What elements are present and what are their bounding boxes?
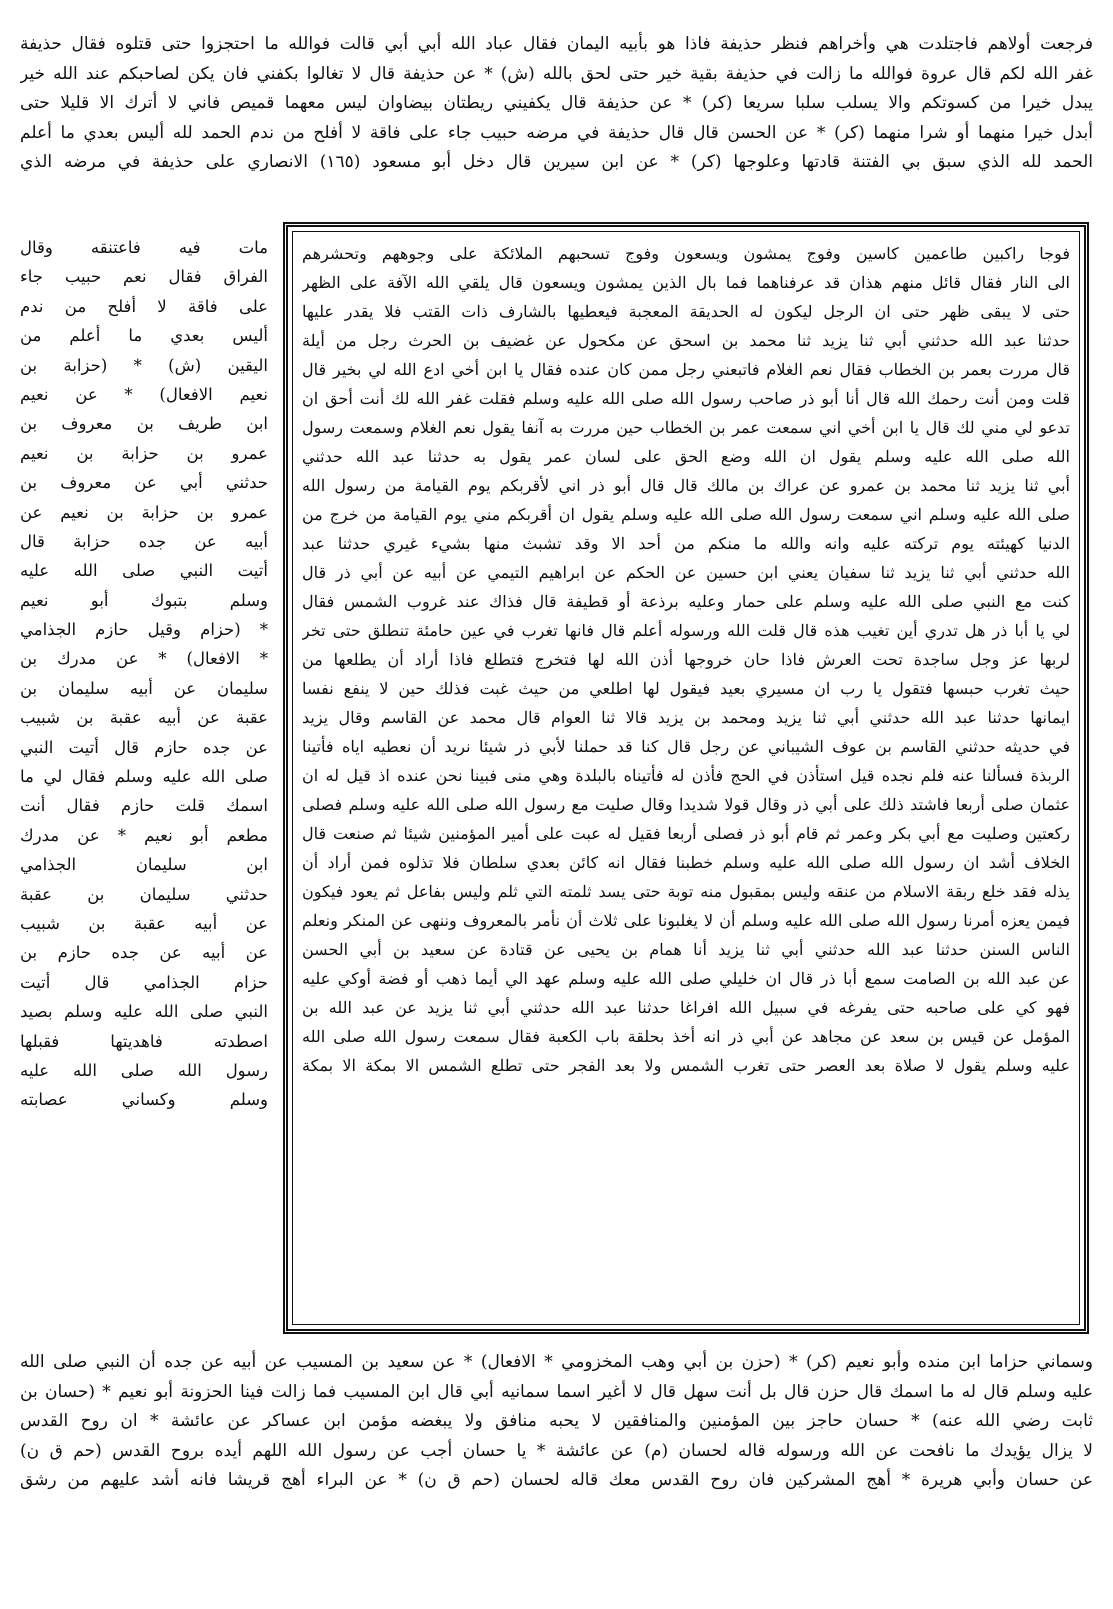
box-line: كنت مع النبي صلى الله عليه وسلم على حمار وعليه برذعة أو قطيفة قال فذاك عند غروب الشمس فقال (302, 592, 1070, 611)
box-line: عثمان صلى أربعا فاشتد ذلك على أبي ذر وقال قولا شديدا وقال صليت مع رسول الله صلى الله عليه وسلم فصلى (302, 795, 1070, 814)
margin-line: مطعم أبو نعيم * عن مدرك (20, 825, 268, 845)
box-line: عليه وسلم يقول لا صلاة بعد العصر حتى تغرب الشمس ولا بعد الفجر حتى تطلع الشمس الا بمكة الا بمكة (302, 1056, 1070, 1075)
margin-line: اسمك قلت حازم فقال أنت (20, 796, 268, 816)
box-line: الله صلى الله عليه وسلم يقول ان الله وضع الحق على لسان عمر يقول به حدثنا عبد الله حدثني (302, 447, 1070, 466)
box-line: عن عبد الله بن الصامت سمع أبا ذر قال ان خليلي صلى الله عليه وسلم عهد الي أيما ذهب أو فضة أوكي عليه (302, 969, 1070, 988)
box-line: الناس السنن حدثنا عبد الله حدثني أبي ثنا يزيد أنا همام بن يحيى عن قتادة عن سعيد بن أبي الحسن (302, 940, 1070, 959)
text-line: غفر الله لكم قال عروة فوالله ما زالت في حذيفة بقية خير حتى لحق بالله (ش) * عن حذيفة قال لا تغالوا بكفني فان يكن لصاحبكم عند الله خير (20, 63, 1093, 84)
box-line: ركعتين وصليت مع أبي بكر وعمر ثم قام أبو ذر فصلى أربعا فقيل له عبت على أمير المؤمنين شيئا ثم صنعت قال (302, 824, 1070, 843)
margin-line: اصطدته فاهديتها فقبلها (20, 1031, 268, 1051)
box-line: قلت ومن أنت رحمك الله قال أنا أبو ذر صاحب رسول الله صلى الله عليه وسلم فقلت غفر الله لك أنت أحق ان (302, 389, 1070, 408)
box-line: حيث تغرب حبسها فتقول يا رب ان مسيري بعيد فيقول لها اطلعي من حيث غبت فذلك حين لا ينفع نفسا (302, 679, 1070, 698)
box-line: فهو كي على صاحبه حتى يفرغه في سبيل الله افراغا حدثنا عبد الله حدثني أبي ثنا يزيد عن عبد الله بن (302, 998, 1070, 1017)
text-line: لا يزال يؤيدك ما نافحت عن الله ورسوله قاله لحسان (م) عن عائشة * يا حسان أجب عن رسول الله اللهم أيده بروح القدس (حم ق ن) (20, 1440, 1093, 1461)
text-line: عليه وسلم قال له ما اسمك قال حزن قال بل أنت سهل قال لا أغير اسما سمانيه أبي قال ابن المسيب فما زالت فينا الحزونة أبو نعيم * (حسان بن (20, 1381, 1093, 1402)
box-line: المؤمل عن قيس بن سعد عن مجاهد عن أبي ذر انه أخذ بحلقة باب الكعبة فقال سمعت رسول الله صلى الله (302, 1027, 1070, 1046)
margin-line: مات فيه فاعتنقه وقال (20, 238, 268, 257)
box-line: قال مررت بعمر بن الخطاب فقال نعم الغلام فاتبعني رجل ممن كان عنده فقال يا ابن أخي ادع الله لي بخير قال (302, 360, 1070, 379)
text-line: أبدل خيرا منهما أو شرا منهما (كر) * عن الحسن قال قال حذيفة في مرضه حبيب جاء على فاقة لا أفلح من ندم الحمد لله أليس بعدي ما أعلم (20, 122, 1093, 143)
margin-line: اليقين (ش) * (حزابة بن (20, 355, 268, 375)
margin-line: ابن سليمان الجذامي (20, 855, 268, 875)
framed-text-box (283, 222, 1089, 1334)
margin-line: حزام الجذامي قال أتيت (20, 972, 268, 992)
margin-line: عن أبيه عقبة بن شبيب (20, 913, 268, 933)
margin-line: على فاقة لا أفلح من ندم (20, 296, 268, 316)
margin-line: عمرو بن حزابة بن نعيم (20, 443, 268, 463)
margin-line: رسول الله صلى الله عليه (20, 1060, 268, 1080)
box-line: الله حدثني أبي ثنا يزيد ثنا سفيان يعني ابن حسين عن الحكم عن ابراهيم التيمي عن أبيه عن أبي ذر قال (302, 563, 1070, 582)
box-line: الى النار فقال قائل منهم هذان قد عرفناهما فما بال الذين يمشون ويسعون قال يلقي الله الآفة على الظهر (302, 273, 1070, 292)
box-line: فيمن يعزه أمرنا رسول الله صلى الله عليه وسلم أن لا يغلبونا على ثلاث أن نأمر بالمعروف وننهى عن المنكر ونعلم (302, 911, 1070, 930)
margin-line: عقبة عن أبيه عقبة بن شبيب (20, 708, 268, 728)
text-line: عن حسان وأبي هريرة * أهج المشركين فان روح القدس معك قاله لحسان (حم ق ن) * عن البراء أهج قريشا فانه أشد عليهم من رشق (20, 1470, 1093, 1490)
margin-column (20, 233, 268, 1115)
top-text-block (20, 30, 1093, 178)
margin-line: نعيم الافعال) * عن نعيم (20, 384, 268, 404)
margin-line: الفراق فقال نعم حبيب جاء (20, 267, 268, 287)
margin-line: عن جده حازم قال أتيت النبي (20, 737, 268, 757)
margin-line: حدثني سليمان بن عقبة (20, 884, 268, 904)
box-line: تدعو لي مني لك قال يا ابن أخي اني سمعت عمر بن الخطاب حين مررت به آنفا يقول نعم الغلام وسمعت رسول (302, 418, 1070, 437)
box-line: أبي ثنا يزيد ثنا محمد بن عمرو عن عراك بن مالك قال قال أبو ذر اني لأقربكم يوم القيامة من رسول الله (302, 476, 1070, 495)
margin-line: عمرو بن حزابة بن نعيم عن (20, 502, 268, 522)
box-line: الخلاف أشد ان رسول الله صلى الله عليه وسلم خطبنا فقال انه كائن بعدي سلطان فلا تذلوه فمن أراد أن (302, 853, 1070, 872)
box-line: صلى الله عليه وسلم اني سمعت رسول الله صلى الله عليه وسلم يقول ان أقربكم مني يوم القيامة من خرج من (302, 505, 1070, 524)
margin-line: حدثني أبي عن معروف بن (20, 473, 268, 493)
margin-line: النبي صلى الله عليه وسلم بصيد (20, 1002, 268, 1022)
box-line: ايمانها حدثنا عبد الله حدثني أبي ثنا يزيد ومحمد بن يزيد قالا ثنا العوام قال محمد عن القاسم وقال يزيد (302, 708, 1070, 727)
margin-line: وسلم بتبوك أبو نعيم (20, 590, 268, 610)
text-line: وسماني حزاما ابن منده وأبو نعيم (كر) * (حزن بن أبي وهب المخزومي * الافعال) * عن سعيد بن المسيب عن أبيه عن جده أن النبي صلى الله (20, 1352, 1093, 1372)
margin-line: أتيت النبي صلى الله عليه (20, 561, 268, 581)
box-line: لربها عز وجل ساجدة تحت العرش فاذا حان خروجها أذن الله لها فتخرج فتطلع فاذا أراد أن يطلعها من (302, 650, 1070, 669)
margin-line: أليس بعدي ما أعلم من (20, 326, 268, 346)
box-line: حتى لا يبقى ظهر حتى ان الرجل ليكون له الحديقة المعجبة فيعطيها بالشارف ذات القتب فلا يقدر عليها (302, 302, 1070, 321)
box-line: لي يا أبا ذر هل تدري أين تغيب هذه قال قلت الله ورسوله أعلم قال فانها تغرب في عين حامئة تنطلق حتى تخر (302, 621, 1070, 640)
box-line: يذله فقد خلع ربقة الاسلام من عنقه وليس بمقبول منه توبة حتى يسد ثلمته التي ثلم وليس بفاعل ثم يعود فيكون (302, 882, 1070, 901)
text-line: الحمد لله الذي سبق بي الفتنة قادتها وعلوجها (كر) * عن ابن سيرين قال دخل أبو مسعود (١٦٥) الانصاري على حذيفة في مرضه الذي (20, 152, 1093, 172)
margin-line: سليمان عن أبيه سليمان بن (20, 678, 268, 698)
box-line: فوجا راكبين طاعمين كاسين وفوج يمشون ويسعون وفوج تسحبهم الملائكة على وجوههم وتحشرهم (302, 244, 1070, 263)
text-line: ثابت رضي الله عنه) * حسان حاجز بين المؤمنين والمنافقين لا يحبه منافق ولا يبغضه مؤمن ابن عساكر عن عائشة * ان روح القدس (20, 1411, 1093, 1431)
margin-line: عن أبيه عن جده حازم بن (20, 943, 268, 963)
box-line: حدثنا عبد الله حدثني أبي ثنا يزيد ثنا محمد بن اسحق عن مكحول عن غضيف بن الحرث رجل من أيلة (302, 331, 1070, 350)
margin-line: * الافعال) * عن مدرك بن (20, 649, 268, 669)
margin-line: وسلم وكساني عصابته (20, 1090, 268, 1110)
text-line: فرجعت أولاهم فاجتلدت هي وأخراهم فنظر حذيفة فاذا هو بأبيه اليمان فقال عباد الله أبي أبي قالت فوالله ما احتجزوا حتى قتلوه فقال حذيفة (20, 34, 1093, 54)
margin-line: صلى الله عليه وسلم فقال لي ما (20, 767, 268, 787)
text-line: يبدل خيرا من كسوتكم والا يسلب سلبا سريعا (كر) * عن حذيفة قال يكفيني ريطتان بيضاوان ليس معهما قميص فاني لا أترك الا قليلا حتى (20, 93, 1093, 113)
margin-line: ابن طريف بن معروف بن (20, 414, 268, 434)
box-line: الربذة فسألنا عنه فلم نجده قيل استأذن في الحج فأذن له فأتيناه بالبلدة وهي منى فبينا نحن عنده اذ قيل له ان (302, 766, 1070, 785)
bottom-text-block (20, 1348, 1093, 1496)
box-line: الدنيا كهيئته يوم تركته عليه وانه والله ما منكم من أحد الا وقد تشبث منها بشيء غيري حدثنا عبد (302, 534, 1070, 553)
margin-line: * (حزام وقيل حازم الجذامي (20, 620, 268, 640)
margin-line: أبيه عن جده حزابة قال (20, 531, 268, 551)
box-line: في حديثه حدثني القاسم بن عوف الشيباني عن رجل قال كنا قد حملنا لأبي ذر شيئا نريد أن نعطيه اياه فأتينا (302, 737, 1070, 756)
